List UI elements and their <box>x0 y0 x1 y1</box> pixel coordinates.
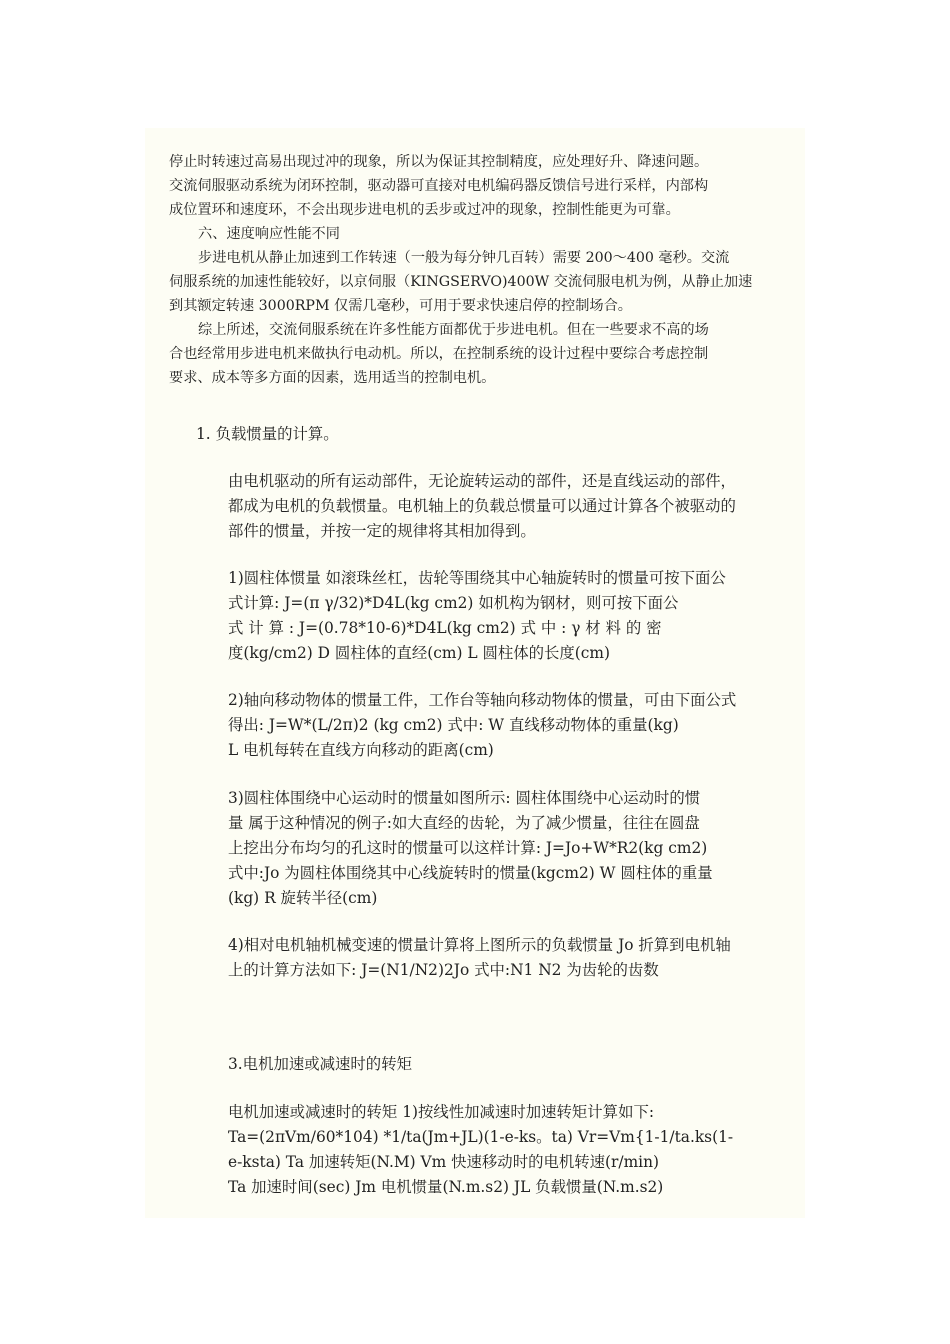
section6-line-2: 伺服系统的加速性能较好，以京伺服（KINGSERVO)400W 交流伺服电机为例，从静止加速 <box>169 274 753 290</box>
item1-line-2: 式计算: J=(π γ/32)*D4L(kg cm2) 如机构为钢材，则可按下面公 <box>228 594 679 612</box>
item4-line-2: 上的计算方法如下: J=(N1/N2)2Jo 式中:N1 N2 为齿轮的齿数 <box>228 961 659 979</box>
intro-line-1: 停止时转速过高易出现过冲的现象，所以为保证其控制精度，应处理好升、降速问题。 <box>169 154 709 170</box>
intro-line-2: 交流伺服驱动系统为闭环控制，驱动器可直接对电机编码器反馈信号进行采样，内部构 <box>169 178 709 194</box>
item4-line-1: 4)相对电机轴机械变速的惯量计算将上图所示的负载惯量 Jo 折算到电机轴 <box>228 936 731 954</box>
item1-line-4: 度(kg/cm2) D 圆柱体的直经(cm) L 圆柱体的长度(cm) <box>228 644 611 662</box>
section6-line-3: 到其额定转速 3000RPM 仅需几毫秒，可用于要求快速启停的控制场合。 <box>169 298 632 314</box>
item3-line-2: 量 属于这种情况的例子:如大直经的齿轮，为了减少惯量，往往在圆盘 <box>228 814 700 832</box>
item3-line-3: 上挖出分布均匀的孔这时的惯量可以这样计算: J=Jo+W*R2(kg cm2) <box>228 839 708 857</box>
torque-line-1: 电机加速或减速时的转矩 1)按线性加减速时加速转矩计算如下: <box>228 1103 655 1121</box>
torque-line-4: Ta 加速时间(sec) Jm 电机惯量(N.m.s2) JL 负载惯量(N.m.s2) <box>228 1178 664 1196</box>
torque-line-3: e-ksta) Ta 加速转矩(N.M) Vm 快速移动时的电机转速(r/min) <box>228 1153 660 1171</box>
item1-line-3: 式 计 算 : J=(0.78*10-6)*D4L(kg cm2) 式 中 : γ 材 料 的 密 <box>228 619 662 637</box>
summary-line-3: 要求、成本等多方面的因素，选用适当的控制电机。 <box>169 370 496 386</box>
section3-heading: 3.电机加速或减速时的转矩 <box>228 1055 412 1073</box>
load-intro-line-2: 都成为电机的负载惯量。电机轴上的负载总惯量可以通过计算各个被驱动的 <box>228 497 736 515</box>
section6-line-1: 步进电机从静止加速到工作转速（一般为每分钟几百转）需要 200～400 毫秒。交流 <box>198 250 730 266</box>
intro-line-3: 成位置环和速度环，不会出现步进电机的丢步或过冲的现象，控制性能更为可靠。 <box>169 202 680 218</box>
section6-heading: 六、速度响应性能不同 <box>198 226 340 242</box>
item2-line-1: 2)轴向移动物体的惯量工件，工作台等轴向移动物体的惯量，可由下面公式 <box>228 691 737 709</box>
item3-line-5: (kg) R 旋转半径(cm) <box>228 889 378 907</box>
item1-line-1: 1)圆柱体惯量 如滚珠丝杠，齿轮等围绕其中心轴旋转时的惯量可按下面公 <box>228 569 726 587</box>
item2-line-2: 得出: J=W*(L/2π)2 (kg cm2) 式中: W 直线移动物体的重量(kg) <box>228 716 679 734</box>
summary-line-1: 综上所述，交流伺服系统在许多性能方面都优于步进电机。但在一些要求不高的场 <box>198 322 709 338</box>
torque-line-2: Ta=(2πVm/60*104) *1/ta(Jm+JL)(1-e-ks。ta) Vr=Vm{1-1/ta.ks(1- <box>228 1128 734 1146</box>
load-intro-line-3: 部件的惯量，并按一定的规律将其相加得到。 <box>228 522 536 540</box>
item2-line-3: L 电机每转在直线方向移动的距离(cm) <box>228 741 494 759</box>
load-intro-line-1: 由电机驱动的所有运动部件，无论旋转运动的部件，还是直线运动的部件， <box>228 472 736 490</box>
list1-heading: 1. 负载惯量的计算。 <box>196 425 339 443</box>
summary-line-2: 合也经常用步进电机来做执行电动机。所以，在控制系统的设计过程中要综合考虑控制 <box>169 346 709 362</box>
item3-line-1: 3)圆柱体围绕中心运动时的惯量如图所示: 圆柱体围绕中心运动时的惯 <box>228 789 701 807</box>
item3-line-4: 式中:Jo 为圆柱体围绕其中心线旋转时的惯量(kgcm2) W 圆柱体的重量 <box>228 864 713 882</box>
